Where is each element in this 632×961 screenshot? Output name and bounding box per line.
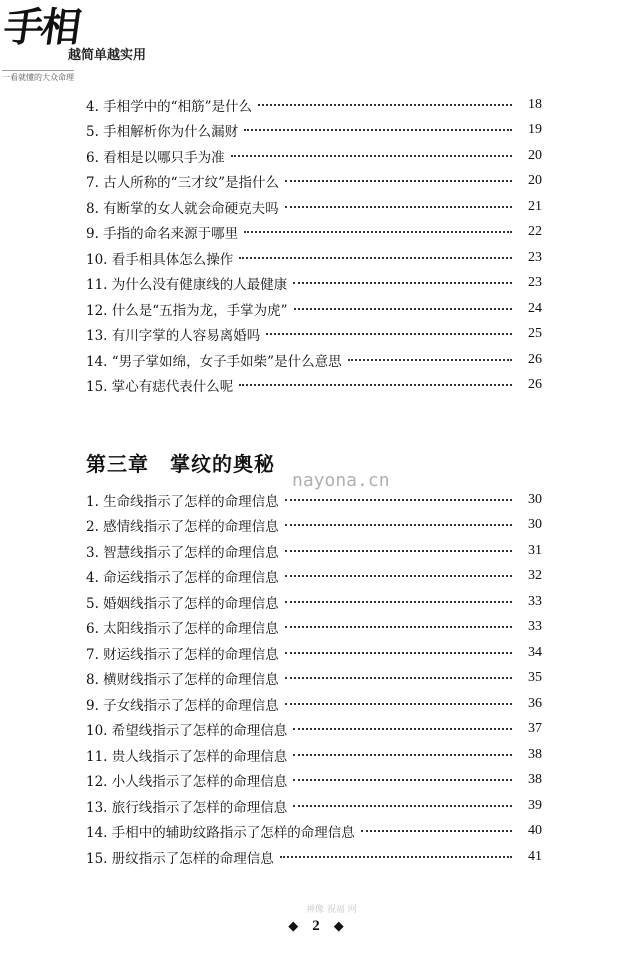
toc-entry-title: 4. 手相学中的“相筋”是什么 (86, 98, 252, 115)
toc-entry-title: 5. 婚姻线指示了怎样的命理信息 (86, 595, 279, 612)
toc-entry-title: 11. 贵人线指示了怎样的命理信息 (86, 748, 288, 765)
toc-entry[interactable] (86, 819, 542, 845)
toc-entry-title: 12. 什么是“五指为龙，手掌为虎” (86, 302, 288, 319)
toc-leader-dots (285, 550, 512, 552)
toc-entry-title: 10. 看手相具体怎么操作 (86, 251, 234, 268)
toc-entry-title: 6. 太阳线指示了怎样的命理信息 (86, 621, 279, 638)
toc-entry-page: 34 (528, 644, 542, 660)
toc-entry-title: 13. 有川字掌的人容易离婚吗 (86, 328, 261, 345)
toc-entry-title: 10. 希望线指示了怎样的命理信息 (86, 723, 288, 740)
toc-entry-page: 25 (528, 326, 542, 342)
toc-entry-title: 5. 手相解析你为什么漏财 (86, 124, 239, 141)
toc-entry-title: 15. 册纹指示了怎样的命理信息 (86, 850, 274, 867)
toc-leader-dots (294, 308, 512, 310)
toc-entry[interactable] (86, 347, 542, 373)
toc-entry-title: 7. 财运线指示了怎样的命理信息 (86, 646, 279, 663)
toc-entry[interactable] (86, 768, 542, 794)
toc-entry[interactable] (86, 487, 542, 513)
toc-entry-page: 32 (528, 568, 542, 584)
toc-entry-title: 9. 手指的命名来源于哪里 (86, 226, 239, 243)
toc-entry-title: 14. 手相中的辅助纹路指示了怎样的命理信息 (86, 825, 355, 842)
toc-leader-dots (285, 575, 512, 577)
page-footer (0, 902, 632, 942)
toc-entry[interactable] (86, 194, 542, 220)
page-number: 2 (312, 918, 320, 934)
series-tagline: 一看就懂的大众命理 (2, 70, 74, 83)
toc-leader-dots (266, 333, 512, 335)
toc-leader-dots (239, 384, 512, 386)
toc-entry-title: 1. 生命线指示了怎样的命理信息 (86, 493, 279, 510)
toc-entry-page: 33 (528, 619, 542, 635)
toc-entry[interactable] (86, 615, 542, 641)
toc-entry-page: 38 (528, 772, 542, 788)
toc-leader-dots (258, 104, 512, 106)
toc-entry[interactable] (86, 169, 542, 195)
toc-leader-dots (285, 180, 512, 182)
toc-entry-page: 38 (528, 746, 542, 762)
toc-entry[interactable] (86, 793, 542, 819)
toc-entry[interactable] (86, 92, 542, 118)
watermark: nayona.cn (292, 470, 390, 491)
toc-entry-page: 41 (528, 848, 542, 864)
toc-leader-dots (285, 499, 512, 501)
toc-leader-dots (231, 155, 512, 157)
toc-leader-dots (239, 257, 512, 259)
toc-entry[interactable] (86, 373, 542, 399)
book-header (0, 0, 632, 90)
toc-entry-title: 2. 感情线指示了怎样的命理信息 (86, 519, 279, 536)
series-subtitle: 越简单越实用 (68, 48, 147, 63)
series-logo: 手相 (0, 4, 82, 51)
toc-leader-dots (285, 703, 512, 705)
toc-entry[interactable] (86, 118, 542, 144)
toc-leader-dots (285, 626, 512, 628)
toc-entry-page: 18 (528, 96, 542, 112)
toc-entry[interactable] (86, 538, 542, 564)
toc-entry-page: 31 (528, 542, 542, 558)
toc-leader-dots (285, 601, 512, 603)
toc-entry-title: 8. 有断掌的女人就会命硬克夫吗 (86, 200, 279, 217)
toc-entry-page: 21 (528, 198, 542, 214)
toc-entry[interactable] (86, 513, 542, 539)
toc-entry[interactable] (86, 220, 542, 246)
toc-leader-dots (244, 231, 512, 233)
toc-leader-dots (285, 677, 512, 679)
toc-entry[interactable] (86, 271, 542, 297)
toc-leader-dots (293, 754, 512, 756)
toc-leader-dots (244, 129, 512, 131)
toc-leader-dots (348, 359, 512, 361)
toc-entry-page: 35 (528, 670, 542, 686)
toc-entry[interactable] (86, 564, 542, 590)
toc-entry[interactable] (86, 296, 542, 322)
chapter-title: 第三章 掌纹的奥秘 (86, 452, 275, 476)
toc-entry-page: 20 (528, 147, 542, 163)
toc-entry-page: 20 (528, 173, 542, 189)
toc-entry[interactable] (86, 844, 542, 870)
toc-entry[interactable] (86, 589, 542, 615)
toc-entry-page: 37 (528, 721, 542, 737)
toc-entry-title: 8. 横财线指示了怎样的命理信息 (86, 672, 279, 689)
footer-faint-text: 神像 祝福 网 (306, 905, 357, 915)
toc-leader-dots (293, 779, 512, 781)
toc-entry[interactable] (86, 666, 542, 692)
toc-list-chapter-3 (86, 487, 542, 870)
toc-entry[interactable] (86, 143, 542, 169)
diamond-right-icon: ◆ (333, 919, 344, 934)
toc-entry-title: 14. “男子掌如绵，女子手如柴”是什么意思 (86, 353, 342, 370)
toc-leader-dots (293, 282, 512, 284)
diamond-left-icon: ◆ (288, 919, 299, 934)
toc-leader-dots (361, 830, 512, 832)
toc-leader-dots (280, 856, 512, 858)
toc-entry-page: 26 (528, 377, 542, 393)
toc-entry-page: 19 (528, 122, 542, 138)
toc-leader-dots (285, 652, 512, 654)
toc-entry-title: 15. 掌心有痣代表什么呢 (86, 379, 234, 396)
toc-leader-dots (285, 206, 512, 208)
toc-entry[interactable] (86, 717, 542, 743)
toc-entry-page: 24 (528, 300, 542, 316)
toc-entry-page: 36 (528, 695, 542, 711)
toc-leader-dots (293, 728, 512, 730)
toc-entry-page: 23 (528, 275, 542, 291)
toc-entry-page: 23 (528, 249, 542, 265)
toc-entry[interactable] (86, 691, 542, 717)
toc-list-previous-chapter (86, 92, 542, 398)
toc-entry-page: 39 (528, 797, 542, 813)
toc-entry-page: 30 (528, 517, 542, 533)
toc-entry[interactable] (86, 742, 542, 768)
toc-entry-title: 9. 子女线指示了怎样的命理信息 (86, 697, 279, 714)
toc-entry-title: 4. 命运线指示了怎样的命理信息 (86, 570, 279, 587)
toc-entry-page: 40 (528, 823, 542, 839)
toc-leader-dots (285, 524, 512, 526)
toc-entry[interactable] (86, 245, 542, 271)
toc-leader-dots (293, 805, 512, 807)
toc-entry-title: 11. 为什么没有健康线的人最健康 (86, 277, 288, 294)
toc-entry-page: 22 (528, 224, 542, 240)
toc-entry-title: 7. 古人所称的“三才纹”是指什么 (86, 175, 279, 192)
toc-entry-title: 6. 看相是以哪只手为准 (86, 149, 225, 166)
toc-entry-title: 13. 旅行线指示了怎样的命理信息 (86, 799, 288, 816)
toc-entry-title: 3. 智慧线指示了怎样的命理信息 (86, 544, 279, 561)
toc-entry-title: 12. 小人线指示了怎样的命理信息 (86, 774, 288, 791)
toc-entry[interactable] (86, 640, 542, 666)
toc-entry[interactable] (86, 322, 542, 348)
toc-entry-page: 33 (528, 593, 542, 609)
toc-entry-page: 30 (528, 491, 542, 507)
toc-entry-page: 26 (528, 351, 542, 367)
